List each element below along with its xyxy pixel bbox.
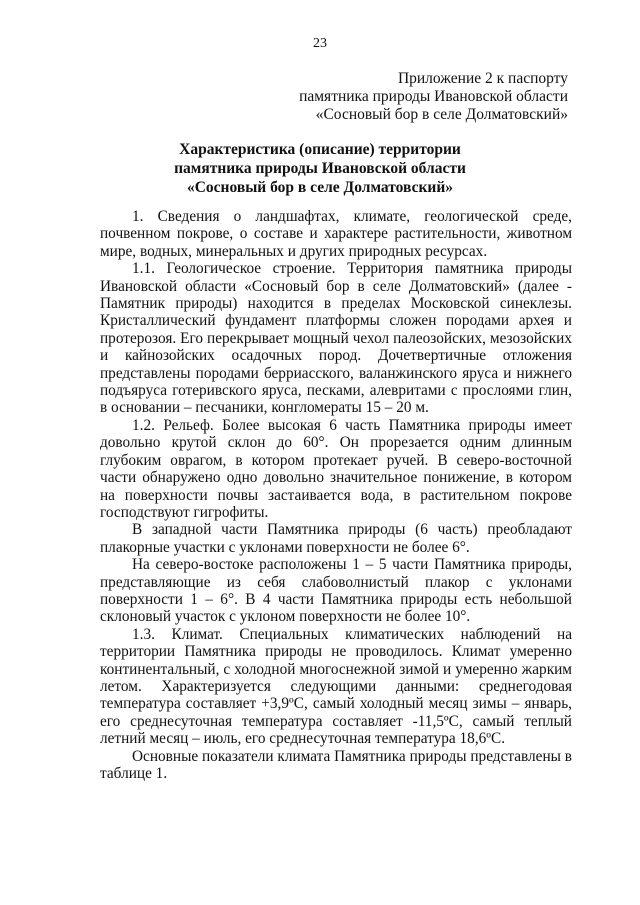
paragraph-relief-west: В западной части Памятника природы (6 часть) преобладают плакорные участки с уклонами поверхности не более 6°. [100, 521, 572, 556]
body-text [100, 208, 572, 782]
document-title-line: памятника природы Ивановской области [174, 160, 466, 177]
paragraph-relief: 1.2. Рельеф. Более высокая 6 часть Памятника природы имеет довольно крутой склон до 60°. Он прорезается одним длинным глубоким оврагом, в котором протекает ручей. В северо-восточной части обнаружено одно довольно значительное понижение, в котором на поверхности почвы застаивается вода, в растительном покрове господствуют гигрофиты. [100, 416, 572, 521]
paragraph-relief-northeast: На северо-востоке расположены 1 – 5 части Памятника природы, представляющие из себя слабоволнистый плакор с уклонами поверхности 1 – 6°. В 4 части Памятника природы есть небольшой склоновый участок с уклоном поверхности не более 10°. [100, 556, 572, 626]
appendix-note-line: Приложение 2 к паспорту [397, 70, 568, 87]
document-title-line: «Сосновый бор в селе Долматовский» [186, 179, 454, 196]
document-title-line: Характеристика (описание) территории [179, 141, 461, 158]
paragraph-section-1: 1. Сведения о ландшафтах, климате, геологической среде, почвенном покрове, о составе и характере растительности, животном мире, водных, минеральных и других природных ресурсах. [100, 208, 572, 260]
paragraph-geology: 1.1. Геологическое строение. Территория памятника природы Ивановской области «Сосновый бор в селе Долматовский» (далее - Памятник природы) находится в пределах Московской синеклезы. Кристаллический фундамент платформы сложен породами архея и протерозоя. Его перекрывает мощный чехол палеозойских, мезозойских и кайнозойских осадочных пород. Дочетвертичные отложения представлены породами берриасского, валанжинского яруса и нижнего подъяруса готеривского яруса, песками, алевритами с прослоями глин, в основании – песчаники, конгломераты 15 – 20 м. [100, 260, 572, 417]
paragraph-climate-table-ref: Основные показатели климата Памятника природы представлены в таблице 1. [100, 747, 572, 782]
document-title [0, 140, 640, 197]
page-number: 23 [313, 36, 327, 51]
paragraph-climate: 1.3. Климат. Специальных климатических наблюдений на территории Памятника природы не проводилось. Климат умеренно континентальный, с холодной многоснежной зимой и умеренно жарким летом. Характеризуется следующими данными: среднегодовая температура составляет +3,9ºС, самый холодный месяц зимы – январь, его среднесуточная температура составляет -11,5ºС, самый теплый летний месяц – июль, его среднесуточная температура 18,6ºС. [100, 625, 572, 748]
appendix-note-line: памятника природы Ивановской области [299, 88, 568, 105]
appendix-note [208, 70, 568, 124]
appendix-note-line: «Сосновый бор в селе Долматовский» [315, 106, 568, 123]
